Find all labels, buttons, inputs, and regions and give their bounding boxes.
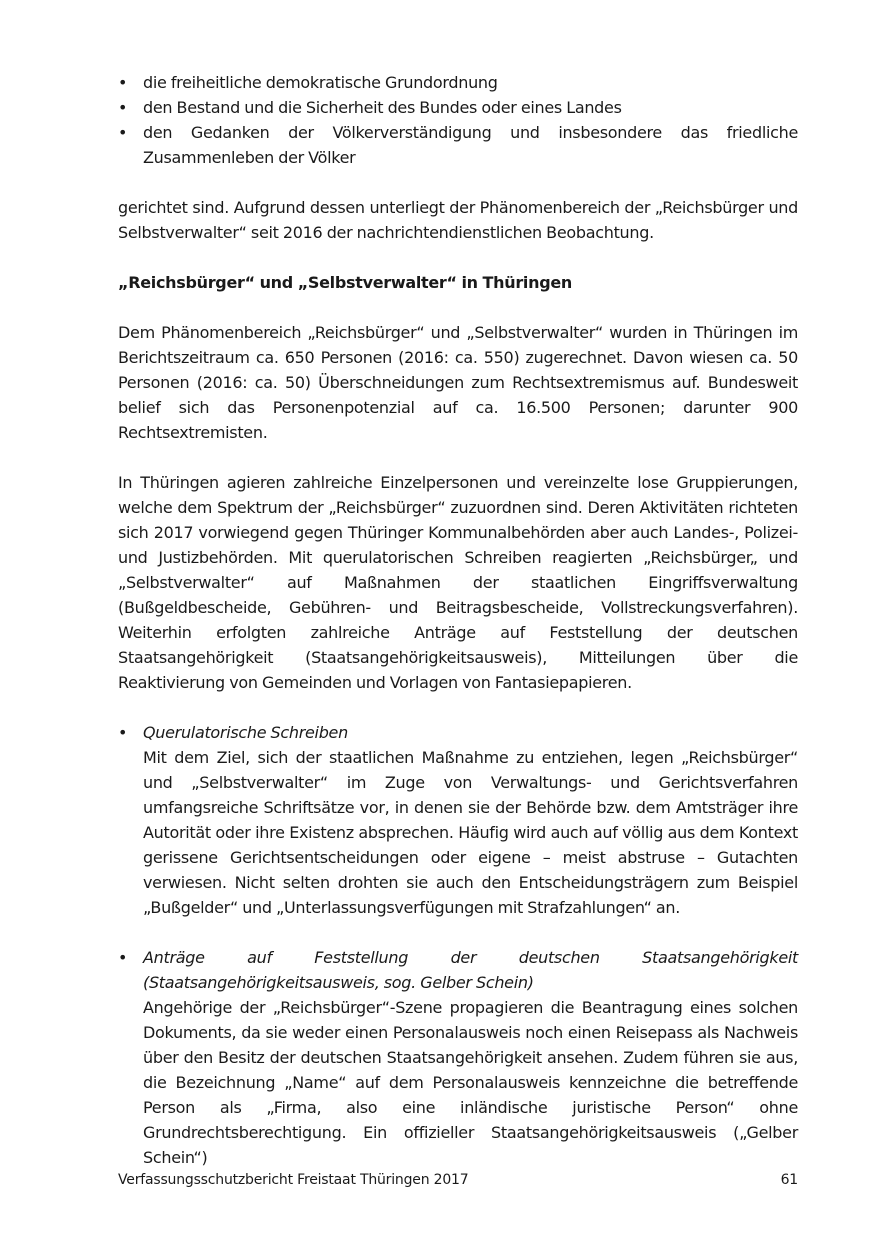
footer-title: Verfassungsschutzbericht Freistaat Thüringen 2017 — [118, 1172, 469, 1188]
bullet-dot: • — [118, 948, 128, 967]
page-number: 61 — [780, 1172, 798, 1188]
bullet-dot: • — [118, 723, 128, 742]
list-item: • den Gedanken der Völkerverständigung und insbesondere das friedliche Zusammenleben der Völker — [118, 120, 798, 170]
bullet-body: Mit dem Ziel, sich der staatlichen Maßnahme zu entziehen, legen „Reichsbürger“ und „Selbstverwalter“ im Zuge von Verwaltungs- und Gerichtsverfahren umfangsreiche Schriftsätze vor, in denen sie der Behörde bzw. dem Amtsträger ihre Autorität oder ihre Existenz absprechen. Häufig wird auch auf völlig aus dem Kontext gerissene Gerichtsentscheidungen oder eigene – meist abstruse – Gutachten verwiesen. Nicht selten drohten sie auch den Entscheidungsträgern zum Beispiel „Bußgelder“ und „Unterlassungsverfügungen mit Strafzahlungen“ an. — [143, 748, 798, 917]
intro-bullet-list — [118, 70, 798, 170]
bullet-body: Angehörige der „Reichsbürger“-Szene propagieren die Beantragung eines solchen Dokuments, da sie weder einen Personalausweis noch einen Reisepass als Nachweis über den Besitz der deutschen Staatsangehörigkeit ansehen. Zudem führen sie aus, die Bezeichnung „Name“ auf dem Personalausweis kennzeichne die betreffende Person als „Firma, also eine inländische juristische Person“ ohne Grundrechtsberechtigung. Ein offizieller Staatsangehörigkeitsausweis („Gelber Schein“) — [143, 998, 798, 1167]
page-footer — [118, 1170, 798, 1190]
paragraph-observation: gerichtet sind. Aufgrund dessen unterliegt der Phänomenbereich der „Reichsbürger und Selbstverwalter“ seit 2016 der nachrichtendienstlichen Beobachtung. — [118, 198, 798, 242]
list-item: • den Bestand und die Sicherheit des Bundes oder eines Landes — [118, 95, 798, 120]
page-content — [118, 70, 798, 1170]
bullet-title: Querulatorische Schreiben — [143, 723, 348, 742]
paragraph-statistics: Dem Phänomenbereich „Reichsbürger“ und „Selbstverwalter“ wurden in Thüringen im Berichtszeitraum ca. 650 Personen (2016: ca. 550) zugerechnet. Davon wiesen ca. 50 Personen (2016: ca. 50) Überschneidungen zum Rechtsextremismus auf. Bundesweit belief sich das Personenpotenzial auf ca. 16.500 Personen; darunter 900 Rechtsextremisten. — [118, 323, 798, 442]
bullet-staatsangehoerigkeit — [118, 945, 798, 1170]
paragraph-activities: In Thüringen agieren zahlreiche Einzelpersonen und vereinzelte lose Gruppierungen, welche dem Spektrum der „Reichsbürger“ zuzuordnen sind. Deren Aktivitäten richteten sich 2017 vorwiegend gegen Thüringer Kommunalbehörden aber auch Landes-, Polizei- und Justizbehörden. Mit querulatorischen Schreiben reagierten „Reichsbürger„ und „Selbstverwalter“ auf Maßnahmen der staatlichen Eingriffsverwaltung (Bußgeldbescheide, Gebühren- und Beitragsbescheide, Vollstreckungsverfahren). Weiterhin erfolgten zahlreiche Anträge auf Feststellung der deutschen Staatsangehörigkeit (Staatsangehörigkeitsausweis), Mitteilungen über die Reaktivierung von Gemeinden und Vorlagen von Fantasiepapieren. — [118, 473, 798, 692]
section-heading: „Reichsbürger“ und „Selbstverwalter“ in Thüringen — [118, 273, 573, 292]
bullet-title: Anträge auf Feststellung der deutschen Staatsangehörigkeit (Staatsangehörigkeitsausweis, sog. Gelber Schein) — [143, 948, 798, 992]
bullet-querulatorische-schreiben — [118, 720, 798, 920]
list-item: • die freiheitliche demokratische Grundordnung — [118, 70, 798, 95]
